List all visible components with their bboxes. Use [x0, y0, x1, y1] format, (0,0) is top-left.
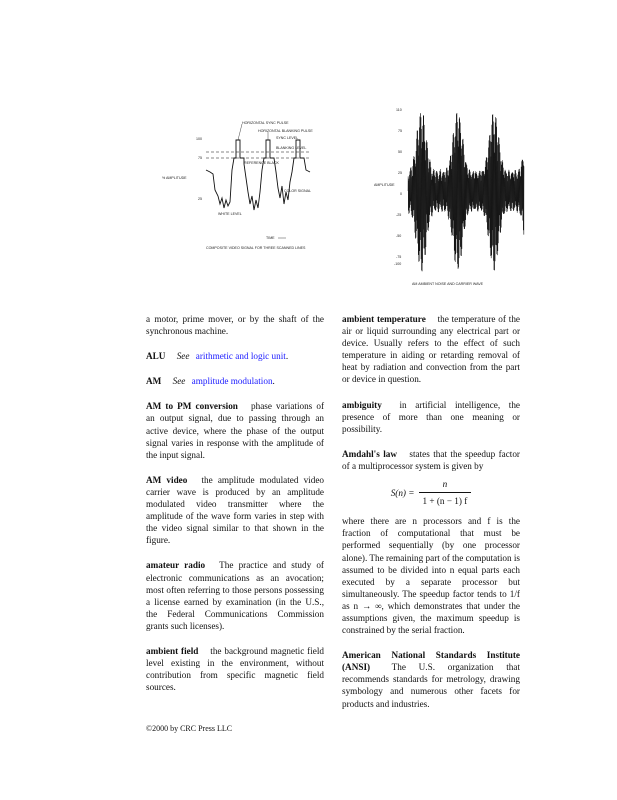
right-column	[342, 313, 520, 723]
composite-video-figure	[160, 112, 320, 257]
speedup-formula	[342, 478, 520, 507]
label-sync-level: SYNC LEVEL	[276, 136, 299, 140]
label-blanking-level: BLANKING LEVEL	[276, 146, 307, 150]
y-axis-label: AMPLITUDE	[374, 183, 395, 187]
video-signal-trace	[206, 140, 310, 210]
entry-amdahls-law	[342, 448, 520, 636]
term-ansi: American National Standards Institute (ANSI)	[342, 650, 520, 673]
tick-75: 75	[198, 156, 202, 160]
definition: The practice and study of electronic communications as an avocation; most often referring to those persons possessing a license earned by examination (in the U.S., the Federal Communications Commission grants such licenses).	[146, 560, 324, 631]
entry-am-to-pm-conversion	[146, 400, 324, 460]
definition: states that the speedup factor of a multiprocessor system is given by	[342, 448, 520, 471]
definition: phase variations of an output signal, due to passing through an active device, where the phase of the output signal varies in response with the amplitude of the input signal.	[146, 401, 325, 460]
definition-continued: where there are n processors and f is the fraction of computational that must be performed sequentially (by one processor alone). The remaining part of the computation is assumed to be divided into n equal parts each executed by a separate processor but simultaneously. The speedup factor tends to 1/f as n → ∞, which demonstrates that under the assumptions given, the maximum speedup is constrained by the serial fraction.	[342, 516, 520, 636]
continuation-text: a motor, prime mover, or by the shaft of the synchronous machine.	[146, 314, 324, 337]
definition: the temperature of the air or liquid surrounding any electrical part or device. Usually refers to the effect of such temperature in aiding or retarding removal of heat by radiation and convection from the part or device in question.	[342, 314, 520, 385]
label-horizontal-blanking-pulse: HORIZONTAL BLANKING PULSE	[258, 129, 313, 133]
definition: the background magnetic field level existing in the environment, without contribution from specific magnetic field sources.	[146, 645, 324, 693]
tick-minus-100: -100	[394, 262, 402, 266]
tick-50: 50	[398, 150, 402, 154]
term-am-video: AM video	[146, 474, 188, 485]
entry-am	[146, 375, 324, 387]
term-alu: ALU	[146, 351, 166, 362]
label-time: TIME	[266, 236, 275, 240]
formula-fraction	[419, 478, 472, 507]
term-ambient-field: ambient field	[146, 645, 199, 656]
tick-100: 100	[196, 137, 202, 141]
label-white-level: WHITE LEVEL	[218, 212, 242, 216]
entry-am-video	[146, 474, 324, 547]
entry-ambient-field	[146, 645, 324, 693]
term-ambiguity: ambiguity	[342, 399, 382, 410]
entry-ansi	[342, 649, 520, 709]
period: .	[285, 351, 289, 362]
tick-minus-25: -25	[396, 213, 402, 217]
am-wave-figure	[374, 103, 534, 288]
tick-75: 75	[398, 129, 402, 133]
figure-right-caption: AM AMBIENT NOISE AND CARRIER WAVE	[412, 282, 484, 286]
definition: the amplitude modulated video carrier wave is produced by an amplitude modulated video transmitter where the amplitude of the wave form varies in step with the video signal similar to that shown in the figure.	[146, 474, 324, 546]
tick-minus-75: -75	[396, 255, 402, 259]
term-am-to-pm-conversion: AM to PM conversion	[146, 401, 238, 412]
link-arithmetic-and-logic-unit[interactable]: arithmetic and logic unit	[195, 351, 286, 362]
formula-lhs: S(n) =	[390, 487, 415, 498]
see-label: See	[172, 376, 186, 387]
am-wave-path	[408, 113, 524, 271]
tick-25: 25	[398, 171, 402, 175]
link-amplitude-modulation[interactable]: amplitude modulation	[191, 376, 273, 387]
term-amdahls-law: Amdahl's law	[342, 448, 397, 459]
definition: in artificial intelligence, the presence of more than one meaning or possibility.	[342, 399, 521, 434]
copyright-footer: ©2000 by CRC Press LLC	[146, 724, 233, 733]
entry-ambiguity	[342, 399, 520, 435]
left-column	[146, 313, 324, 706]
term-ambient-temperature: ambient temperature	[342, 314, 426, 324]
tick-25: 25	[198, 197, 202, 201]
tick-minus-50: -50	[396, 234, 402, 238]
entry-amateur-radio	[146, 559, 324, 632]
label-reference-black: REFERENCE BLACK	[244, 161, 279, 165]
label-horizontal-sync-pulse: HORIZONTAL SYNC PULSE	[242, 121, 289, 125]
tick-110: 110	[396, 108, 402, 112]
term-amateur-radio: amateur radio	[146, 560, 206, 571]
entry-alu	[146, 350, 324, 362]
see-label: See	[176, 351, 190, 362]
formula-denominator: 1 + (n − 1) f	[419, 492, 472, 507]
entry-ambient-temperature	[342, 313, 520, 386]
am-wave-trace	[408, 113, 524, 271]
formula-numerator: n	[442, 479, 448, 490]
label-color-signal: COLOR SIGNAL	[284, 189, 311, 193]
y-axis-label: % AMPLITUDE	[162, 176, 187, 180]
tick-0: 0	[400, 192, 402, 196]
period: .	[272, 376, 275, 387]
figure-left-caption: COMPOSITE VIDEO SIGNAL FOR THREE SCANNED LINES	[206, 246, 306, 250]
term-am: AM	[146, 376, 162, 387]
definition: The U.S. organization that recommends standards for metrology, drawing symbology and numerous other facets for products and industries.	[342, 662, 520, 709]
